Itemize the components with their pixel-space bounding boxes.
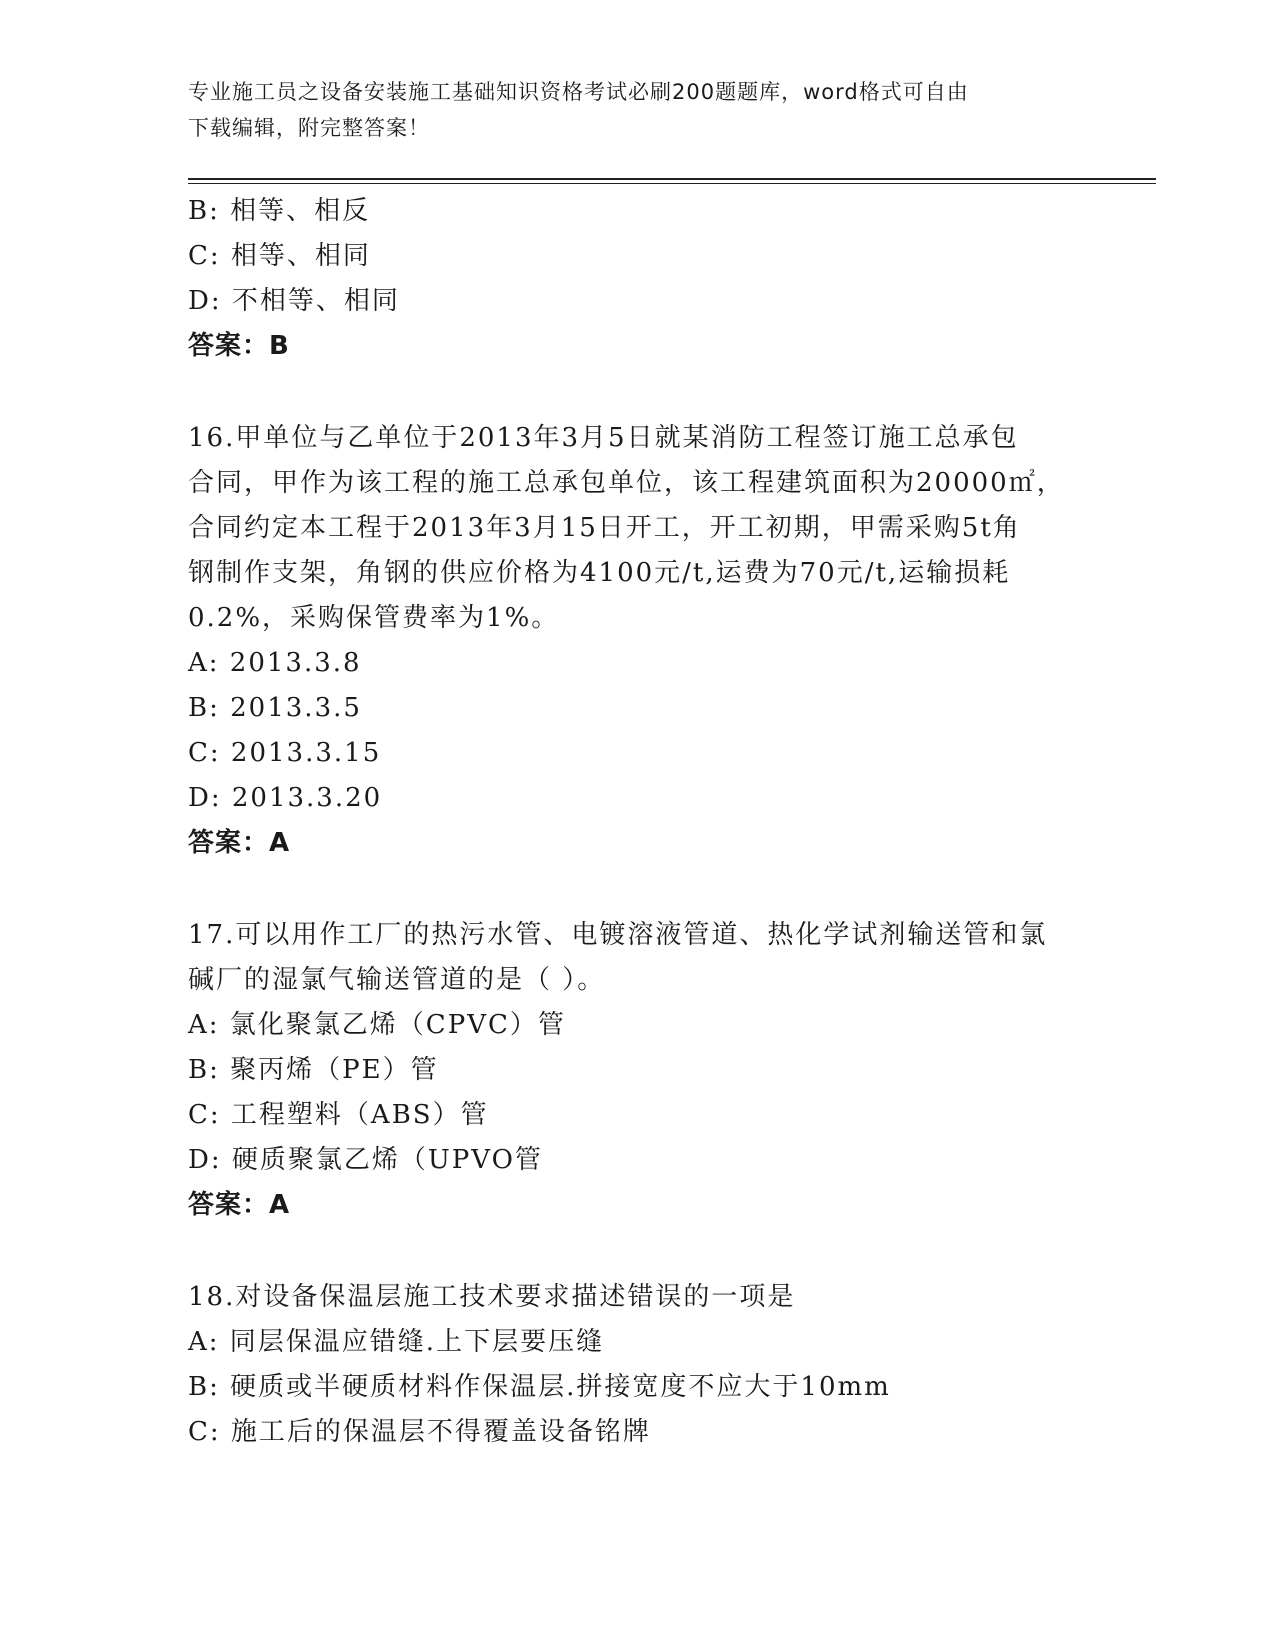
q16-stem-line-5: 0.2%，采购保管费率为1%。 [188,603,560,633]
q18-option-a: A: 同层保温应错缝.上下层要压缝 [188,1327,605,1357]
q17-option-c: C: 工程塑料（ABS）管 [188,1100,489,1130]
q15-answer: 答案：B [188,331,290,361]
q16-option-d: D: 2013.3.20 [188,783,383,813]
header-line-2: 下载编辑，附完整答案！ [188,116,430,140]
q16-stem-line-4: 钢制作支架，角钢的供应价格为4100元/t,运费为70元/t,运输损耗 [188,558,1011,588]
header-line-1: 专业施工员之设备安装施工基础知识资格考试必刷200题题库，word格式可自由 [188,80,969,104]
document-header [188,74,1088,146]
q15-option-c: C: 相等、相同 [188,241,371,271]
q17-stem-line-1: 17.可以用作工厂的热污水管、电镀溶液管道、热化学试剂输送管和氯 [188,920,1048,950]
q17-option-d: D: 硬质聚氯乙烯（UPVO管 [188,1145,543,1175]
q17-stem-line-2: 碱厂的湿氯气输送管道的是（ ）。 [188,965,606,995]
q18-stem: 18.对设备保温层施工技术要求描述错误的一项是 [188,1282,796,1312]
q16-stem-line-3: 合同约定本工程于2013年3月15日开工，开工初期，甲需采购5t角 [188,513,1021,543]
q16-option-c: C: 2013.3.15 [188,738,382,768]
q17-answer: 答案：A [188,1190,291,1220]
header-divider-thin [188,183,1156,184]
q16-option-a: A: 2013.3.8 [188,648,362,678]
q16-answer: 答案：A [188,828,291,858]
question-list [188,189,1088,1455]
q16-stem-line-2: 合同，甲作为该工程的施工总承包单位，该工程建筑面积为20000㎡， [188,468,1065,498]
q18-option-c: C: 施工后的保温层不得覆盖设备铭牌 [188,1417,651,1447]
q16-stem-line-1: 16.甲单位与乙单位于2013年3月5日就某消防工程签订施工总承包 [188,423,1019,453]
q17-option-b: B: 聚丙烯（PE）管 [188,1055,439,1085]
header-divider-thick [188,178,1156,180]
q18-option-b: B: 硬质或半硬质材料作保温层.拼接宽度不应大于10mm [188,1372,891,1402]
q15-option-b: B: 相等、相反 [188,196,371,226]
q17-option-a: A: 氯化聚氯乙烯（CPVC）管 [188,1010,566,1040]
q16-option-b: B: 2013.3.5 [188,693,362,723]
q15-option-d: D: 不相等、相同 [188,286,400,316]
